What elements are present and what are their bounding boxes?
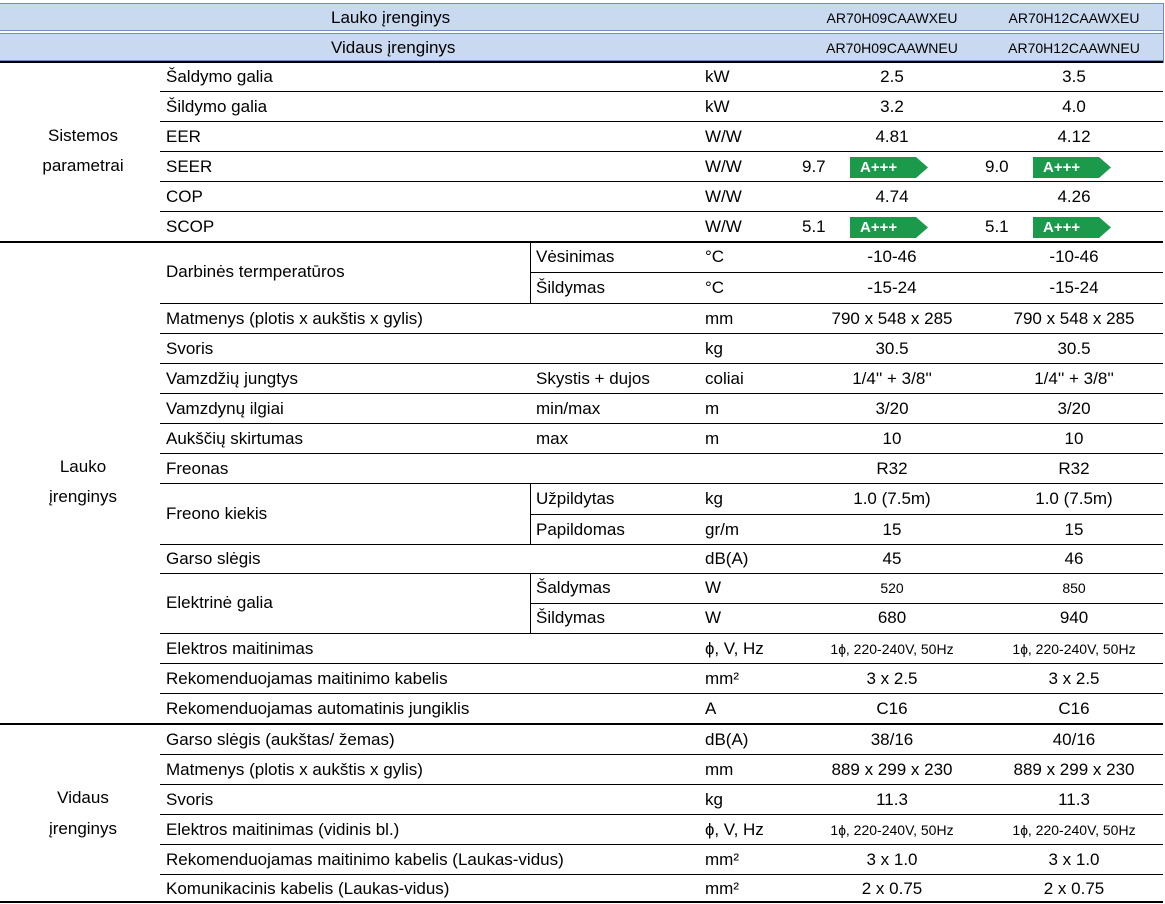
unit-label: W: [705, 608, 722, 627]
sub-param-label: Šildymas: [536, 608, 605, 627]
value-model-1: 2 x 0.75: [861, 879, 923, 898]
section-label-indoor-2: įrenginys: [48, 819, 118, 838]
param-label: Šildymo galia: [166, 97, 268, 116]
param-label: SCOP: [166, 217, 215, 236]
value-model-1: R32: [876, 459, 908, 478]
value-model-2: 46: [1064, 549, 1084, 568]
table-row: [0, 634, 1163, 664]
param-label: COP: [166, 187, 203, 206]
cell-divider: [530, 573, 531, 634]
table-row: [0, 845, 1163, 875]
energy-arrow-icon: [1033, 157, 1111, 178]
cell-divider: [530, 484, 531, 545]
sub-param-label: Papildomas: [536, 520, 625, 539]
table-row: [0, 182, 1163, 212]
param-label: Elektros maitinimas (vidinis bl.): [166, 820, 400, 839]
header-indoor-model-1: AR70H09CAAWNEU: [826, 40, 958, 56]
param-label: Svoris: [166, 790, 214, 809]
value-model-1: 10: [882, 429, 902, 448]
unit-label: W: [705, 578, 722, 597]
table-row: [0, 364, 1163, 394]
param-label: Aukščių skirtumas: [166, 429, 303, 448]
value-model-1: 889 x 299 x 230: [831, 760, 953, 779]
value-model-2: R32: [1058, 459, 1090, 478]
unit-label: A: [705, 699, 717, 718]
energy-arrow-icon: [1033, 217, 1111, 238]
unit-label: mm²: [705, 850, 739, 869]
unit-label: W/W: [705, 127, 742, 146]
table-row: [0, 755, 1163, 785]
value-model-1: 1.0 (7.5m): [853, 489, 931, 508]
table-row: [0, 785, 1163, 815]
unit-label: ɸ, V, Hz: [705, 639, 764, 658]
param-label: Rekomenduojamas maitinimo kabelis (Laukas-vidus): [166, 850, 564, 869]
value-model-1: 1ɸ, 220-240V, 50Hz: [830, 641, 954, 657]
value-model-1: 38/16: [870, 730, 914, 749]
table-row: [0, 394, 1163, 424]
header-outdoor-row: [0, 3, 1163, 31]
table-row: [0, 92, 1163, 122]
value-model-2: 15: [1064, 520, 1084, 539]
sub-param-label: Skystis + dujos: [536, 369, 650, 388]
value-model-1: 11.3: [876, 790, 908, 809]
energy-class-label: A+++: [1043, 159, 1081, 176]
section-label-outdoor-1: Lauko: [59, 457, 107, 476]
unit-label: kg: [705, 339, 723, 358]
unit-label: mm: [705, 309, 734, 328]
value-model-2: 4.0: [1062, 97, 1086, 116]
unit-label: W/W: [705, 187, 742, 206]
value-model-2: 1.0 (7.5m): [1035, 489, 1113, 508]
table-row: [0, 424, 1163, 454]
sub-param-label: Užpildytas: [536, 489, 615, 508]
value-model-1: 9.7: [802, 157, 826, 176]
param-label: Elektrinė galia: [166, 593, 273, 612]
unit-label: m: [705, 429, 720, 448]
unit-label: kg: [705, 489, 723, 508]
value-model-2: 10: [1064, 429, 1084, 448]
value-model-1: 680: [877, 608, 907, 627]
value-model-1: 3/20: [875, 399, 909, 418]
param-label: Darbinės termperatūros: [166, 262, 345, 281]
value-model-2: 3/20: [1057, 399, 1091, 418]
param-label: Vamzdynų ilgiai: [166, 399, 284, 418]
value-model-1: 5.1: [802, 217, 826, 236]
unit-label: m: [705, 399, 720, 418]
value-model-2: C16: [1058, 699, 1090, 718]
table-row: [0, 62, 1163, 92]
unit-label: W/W: [705, 157, 742, 176]
table-row: [0, 212, 1163, 242]
table-row: [0, 544, 1163, 574]
table-row: [0, 515, 1163, 545]
section-label-system-2: parametrai: [42, 156, 124, 175]
table-row: [0, 273, 1163, 303]
table-row: [0, 815, 1163, 845]
param-label: Matmenys (plotis x aukštis x gylis): [166, 309, 423, 328]
value-model-1: 45: [882, 549, 902, 568]
unit-label: kg: [705, 790, 723, 809]
value-model-2: 1/4'' + 3/8'': [1034, 369, 1114, 388]
unit-label: kW: [705, 67, 730, 86]
table-row: [0, 454, 1163, 484]
value-model-1: 30.5: [875, 339, 909, 358]
cell-divider: [530, 242, 531, 303]
unit-label: mm: [705, 760, 734, 779]
header-outdoor-model-2: AR70H12CAAWXEU: [1008, 10, 1140, 26]
table-row: [0, 603, 1163, 633]
value-model-2: 3 x 1.0: [1048, 850, 1100, 869]
unit-label: coliai: [705, 369, 744, 388]
param-label: Šaldymo galia: [166, 67, 273, 86]
value-model-2: 850: [1062, 580, 1086, 596]
table-row: [0, 694, 1163, 724]
value-model-2: -15-24: [1049, 278, 1099, 297]
value-model-2: 11.3: [1058, 790, 1090, 809]
param-label: Freonas: [166, 459, 229, 478]
section-separator: [0, 901, 1163, 903]
value-model-1: 3.2: [880, 97, 904, 116]
value-model-2: 9.0: [985, 157, 1009, 176]
value-model-1: 790 x 548 x 285: [831, 309, 953, 328]
param-label: SEER: [166, 157, 213, 176]
value-model-2: 3 x 2.5: [1048, 669, 1100, 688]
header-outdoor-label: Lauko įrenginys: [331, 8, 451, 27]
energy-arrow-icon: [850, 157, 928, 178]
value-model-1: 1/4'' + 3/8'': [852, 369, 932, 388]
param-label: Rekomenduojamas automatinis jungiklis: [166, 699, 470, 718]
value-model-2: 4.12: [1057, 127, 1091, 146]
unit-label: kW: [705, 97, 730, 116]
table-row: [0, 152, 1163, 182]
table-row: [0, 122, 1163, 152]
param-label: Freono kiekis: [166, 504, 268, 523]
unit-label: ɸ, V, Hz: [705, 820, 764, 839]
table-row: [0, 725, 1163, 755]
value-model-2: -10-46: [1049, 247, 1099, 266]
value-model-2: 940: [1059, 608, 1089, 627]
param-label: Rekomenduojamas maitinimo kabelis: [166, 669, 448, 688]
value-model-2: 30.5: [1057, 339, 1091, 358]
unit-label: gr/m: [705, 520, 739, 539]
header-indoor-label: Vidaus įrenginys: [331, 38, 456, 57]
sub-param-label: Šaldymas: [536, 578, 611, 597]
value-model-1: -15-24: [867, 278, 917, 297]
value-model-2: 3.5: [1062, 67, 1086, 86]
energy-class-label: A+++: [1043, 219, 1081, 236]
value-model-1: 15: [882, 520, 902, 539]
sub-param-label: Vėsinimas: [536, 247, 615, 266]
header-indoor-row: [0, 33, 1163, 61]
value-model-2: 40/16: [1052, 730, 1096, 749]
header-indoor-model-2: AR70H12CAAWNEU: [1008, 40, 1140, 56]
param-label: Komunikacinis kabelis (Laukas-vidus): [166, 879, 450, 898]
value-model-2: 1ɸ, 220-240V, 50Hz: [1012, 641, 1136, 657]
value-model-1: 4.81: [875, 127, 909, 146]
section-label-system-1: Sistemos: [48, 126, 118, 145]
param-label: EER: [166, 127, 201, 146]
section-label-outdoor-2: įrenginys: [48, 487, 118, 506]
unit-label: mm²: [705, 879, 739, 898]
value-model-1: -10-46: [867, 247, 917, 266]
value-model-2: 1ɸ, 220-240V, 50Hz: [1012, 822, 1136, 838]
sub-param-label: max: [536, 429, 569, 448]
energy-arrow-icon: [850, 217, 928, 238]
table-row: [0, 664, 1163, 694]
value-model-1: C16: [876, 699, 908, 718]
param-label: Matmenys (plotis x aukštis x gylis): [166, 760, 423, 779]
header-right-border: [1163, 3, 1164, 63]
value-model-1: 1ɸ, 220-240V, 50Hz: [830, 822, 954, 838]
unit-label: W/W: [705, 217, 742, 236]
header-outdoor-model-1: AR70H09CAAWXEU: [826, 10, 958, 26]
value-model-2: 4.26: [1057, 187, 1091, 206]
table-row: [0, 334, 1163, 364]
energy-class-label: A+++: [860, 219, 898, 236]
table-row: [0, 874, 1163, 904]
value-model-2: 5.1: [985, 217, 1009, 236]
param-label: Garso slėgis: [166, 549, 261, 568]
energy-class-label: A+++: [860, 159, 898, 176]
value-model-1: 3 x 1.0: [866, 850, 918, 869]
param-label: Svoris: [166, 339, 214, 358]
unit-label: dB(A): [705, 549, 749, 568]
value-model-1: 4.74: [875, 187, 909, 206]
unit-label: °C: [705, 278, 725, 297]
value-model-2: 2 x 0.75: [1043, 879, 1105, 898]
param-label: Vamzdžių jungtys: [166, 369, 298, 388]
param-label: Elektros maitinimas: [166, 639, 314, 658]
value-model-1: 3 x 2.5: [866, 669, 918, 688]
unit-label: °C: [705, 247, 725, 266]
value-model-1: 520: [880, 580, 904, 596]
value-model-2: 790 x 548 x 285: [1013, 309, 1135, 328]
value-model-1: 2.5: [880, 67, 904, 86]
sub-param-label: min/max: [536, 399, 601, 418]
value-model-2: 889 x 299 x 230: [1013, 760, 1135, 779]
table-row: [0, 304, 1163, 334]
unit-label: mm²: [705, 669, 739, 688]
unit-label: dB(A): [705, 730, 749, 749]
section-label-indoor-1: Vidaus: [57, 788, 109, 807]
sub-param-label: Šildymas: [536, 278, 605, 297]
param-label: Garso slėgis (aukštas/ žemas): [166, 730, 395, 749]
